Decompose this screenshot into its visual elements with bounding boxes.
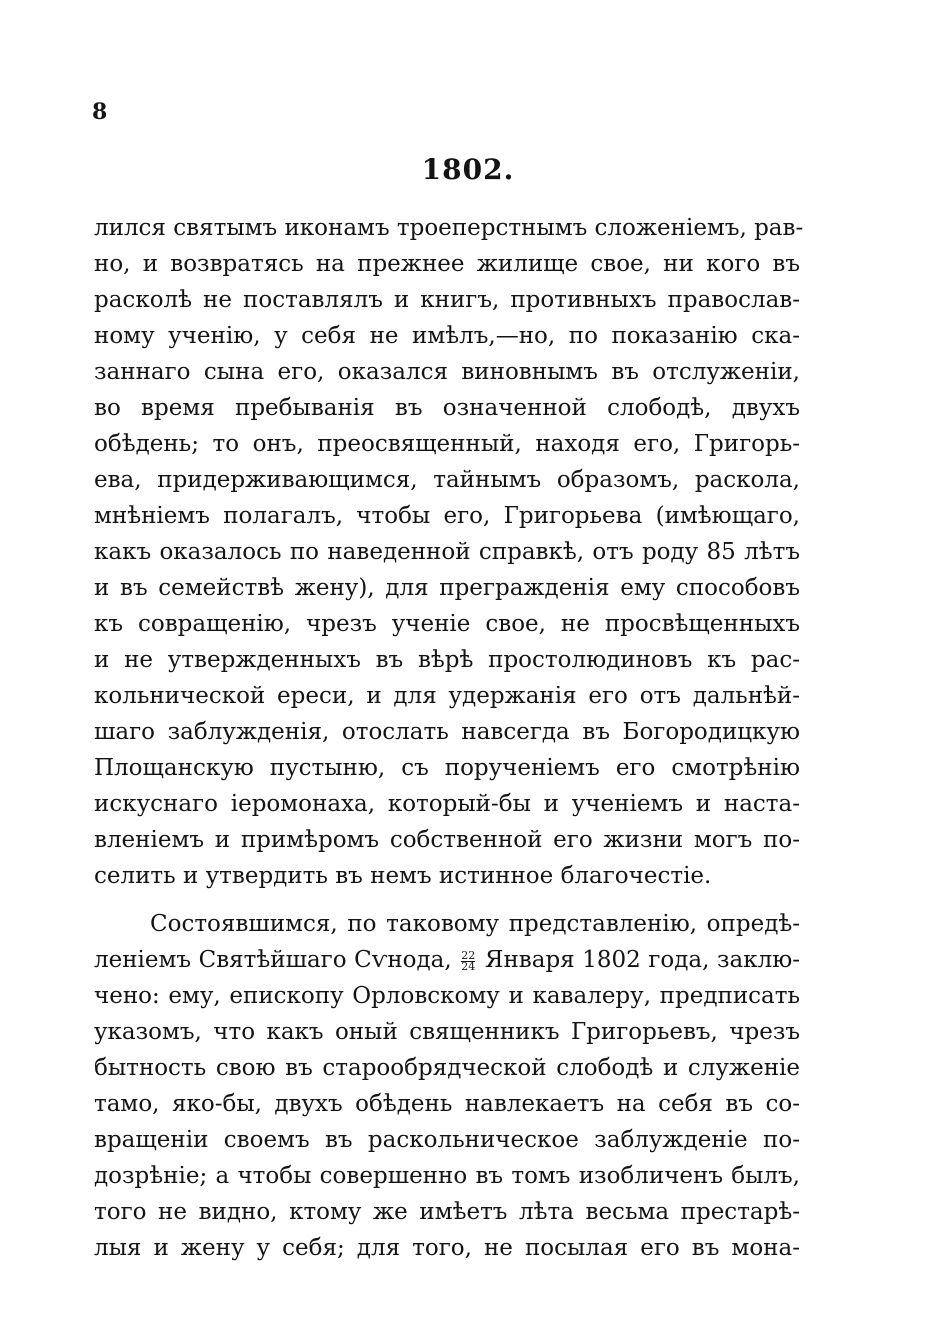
text-line: во время пребыванiя въ означенной слободѣ, двухъ <box>94 395 800 421</box>
paragraph-gap <box>94 894 800 906</box>
text-line: мнѣнiемъ полагалъ, чтобы его, Григорьева (имѣющаго, <box>94 503 800 529</box>
text-segment: ленiемъ Святѣйшаго Сѵнода, <box>94 947 452 973</box>
text-line: кольнической ереси, и для удержанiя его отъ дальнѣй- <box>94 683 800 709</box>
text-line: того не видно, ктому же имѣетъ лѣта весьма престарѣ- <box>94 1199 800 1225</box>
text-line: и въ семействѣ жену), для прегражденiя ему способовъ <box>94 575 800 601</box>
text-line: Состоявшимся, по таковому представленiю, опредѣ- <box>150 911 800 937</box>
text-segment: Января 1802 года, заклю- <box>484 947 801 973</box>
text-line: къ совращенiю, чрезъ ученiе свое, не просвѣщенныхъ <box>94 611 800 637</box>
paragraph-2 <box>94 906 800 1266</box>
page-number: 8 <box>92 99 108 125</box>
text-line: вращенiи своемъ въ раскольническое заблужденiе по- <box>94 1127 800 1153</box>
text-line: обѣдень; то онъ, преосвященный, находя его, Григорь- <box>94 431 800 457</box>
text-line: какъ оказалось по наведенной справкѣ, отъ роду 85 лѣтъ <box>94 539 800 565</box>
year-header: 1802. <box>421 153 515 186</box>
text-line: чено: ему, епископу Орловскому и кавалеру, предписать <box>94 983 800 1009</box>
text-line: Площанскую пустыню, съ порученiемъ его смотрѣнiю <box>94 755 800 781</box>
text-line: тамо, яко-бы, двухъ обѣдень навлекаетъ на себя въ со- <box>94 1091 800 1117</box>
text-line: дозрѣнiе; а чтобы совершенно въ томъ изобличенъ былъ, <box>94 1163 800 1189</box>
text-line: ева, придерживающимся, тайнымъ образомъ, раскола, <box>94 467 800 493</box>
date-denominator: 24 <box>461 959 476 973</box>
text-line: и не утвержденныхъ въ вѣрѣ простолюдиновъ къ рас- <box>94 647 800 673</box>
text-line: селить и утвердить въ немъ истинное благочестiе. <box>94 863 712 889</box>
date-fraction <box>461 948 476 973</box>
text-line: указомъ, что какъ оный священникъ Григорьевъ, чрезъ <box>94 1019 800 1045</box>
text-line: шаго заблужденiя, отослать навсегда въ Богородицкую <box>94 719 800 745</box>
text-line: лыя и жену у себя; для того, не посылая его въ мона- <box>94 1235 800 1261</box>
text-line: вленiемъ и примѣромъ собственной его жизни могъ по- <box>94 827 800 853</box>
text-line: искуснаго iеромонаха, который-бы и ученiемъ и наста- <box>94 791 800 817</box>
body-text <box>94 210 804 1266</box>
text-line-with-date <box>94 942 800 978</box>
text-line: но, и возвратясь на прежнее жилище свое, ни кого въ <box>94 251 800 277</box>
date-numerator: 22 <box>461 948 476 962</box>
paragraph-1 <box>94 210 804 894</box>
text-line: заннаго сына его, оказался виновнымъ въ отслуженiи, <box>94 359 800 385</box>
text-line: расколѣ не поставлялъ и книгъ, противныхъ православ- <box>94 287 800 313</box>
text-line: ному ученiю, у себя не имѣлъ,—но, по показанiю ска- <box>94 323 800 349</box>
text-line: лился святымъ иконамъ троеперстнымъ сложенiемъ, рав- <box>94 215 804 241</box>
text-line: бытность свою въ старообрядческой слободѣ и служенiе <box>94 1055 800 1081</box>
